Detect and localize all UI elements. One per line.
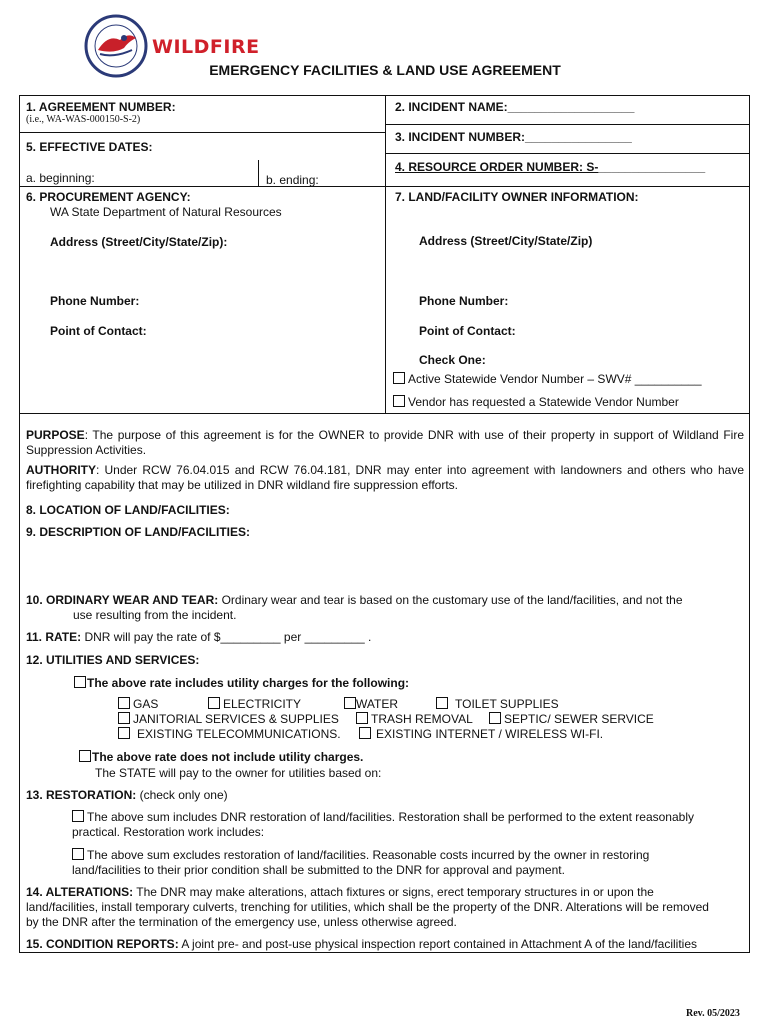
table-border-left — [19, 95, 20, 953]
util-trash-checkbox[interactable] — [356, 712, 368, 724]
authority-text: : Under RCW 76.04.015 and RCW 76.04.181, DNR may enter into agreement with landowners and others who have firefighting capability that may be utilized in DNR wildland fire suppression efforts. — [26, 463, 744, 492]
util-toilet-checkbox[interactable] — [436, 697, 448, 709]
brand-wildfire: WILDFIRE — [152, 36, 260, 58]
util-telecom-checkbox[interactable] — [118, 727, 130, 739]
utilities-included-label: The above rate includes utility charges for the following: — [87, 676, 410, 690]
table-border-bottom — [19, 952, 750, 953]
util-septic-label: SEPTIC/ SEWER SERVICE — [504, 712, 654, 726]
incident-name-field[interactable]: 2. INCIDENT NAME:___________________ — [395, 100, 635, 114]
section-11-text: DNR will pay the rate of $_________ per _________ . — [81, 630, 372, 644]
purpose-label: PURPOSE — [26, 428, 85, 442]
vendor-requested-checkbox[interactable] — [393, 395, 405, 407]
agreement-number-label: 1. AGREEMENT NUMBER: — [26, 100, 176, 114]
util-electricity-label: ELECTRICITY — [223, 697, 302, 711]
procurement-agency-label: 6. PROCUREMENT AGENCY: — [26, 190, 191, 204]
section-14-label: 14. ALTERATIONS: — [26, 885, 134, 899]
util-water[interactable] — [344, 697, 398, 711]
effective-dates-label: 5. EFFECTIVE DATES: — [26, 140, 153, 154]
section-10-wear-tear — [26, 593, 744, 623]
util-internet-checkbox[interactable] — [359, 727, 371, 739]
col-divider-main — [385, 95, 386, 413]
swv-option-label: Active Statewide Vendor Number – SWV# __________ — [408, 372, 702, 386]
row-divider-3 — [19, 413, 750, 414]
beginning-date-field[interactable]: a. beginning: — [26, 171, 95, 185]
restoration-excluded-label: The above sum excludes restoration of land/facilities. Reasonable costs incurred by the owner in restoring land/facilities to their prior condition shall be submitted to the DNR for approval and payment. — [72, 848, 650, 877]
utilities-not-included-checkbox[interactable] — [79, 750, 91, 762]
incident-number-field[interactable]: 3. INCIDENT NUMBER:________________ — [395, 130, 632, 144]
utilities-included-option[interactable] — [74, 676, 409, 690]
section-10-text: Ordinary wear and tear is based on the customary use of the land/facilities, and not the — [218, 593, 683, 607]
section-10-text-2: use resulting from the incident. — [73, 608, 237, 622]
agreement-number-example: (i.e., WA-WAS-000150-S-2) — [26, 114, 141, 125]
restoration-excluded-checkbox[interactable] — [72, 848, 84, 860]
authority-label: AUTHORITY — [26, 463, 96, 477]
phone-right-field[interactable]: Phone Number: — [419, 294, 509, 308]
poc-left-field[interactable]: Point of Contact: — [50, 324, 147, 338]
utilities-included-checkbox[interactable] — [74, 676, 86, 688]
util-toilet-label: TOILET SUPPLIES — [455, 697, 559, 711]
util-janitorial-label: JANITORIAL SERVICES & SUPPLIES — [133, 712, 339, 726]
util-toilet[interactable] — [436, 697, 559, 711]
purpose-text: : The purpose of this agreement is for the OWNER to provide DNR with use of their property in support of Wildland Fire Suppression Activities. — [26, 428, 744, 457]
section-9-description: 9. DESCRIPTION OF LAND/FACILITIES: — [26, 525, 251, 539]
util-janitorial-checkbox[interactable] — [118, 712, 130, 724]
address-left-field[interactable]: Address (Street/City/State/Zip): — [50, 235, 228, 249]
section-15-condition-reports — [26, 937, 697, 951]
util-telecom-label: EXISTING TELECOMMUNICATIONS. — [137, 727, 341, 741]
section-12-utilities: 12. UTILITIES AND SERVICES: — [26, 653, 200, 667]
row-divider-2 — [19, 186, 750, 187]
util-septic[interactable] — [489, 712, 654, 726]
check-one-label: Check One: — [419, 353, 486, 367]
util-telecom[interactable] — [118, 727, 341, 741]
section-13-restoration — [26, 788, 228, 802]
revision-date: Rev. 05/2023 — [686, 1008, 740, 1019]
owner-info-label: 7. LAND/FACILITY OWNER INFORMATION: — [395, 190, 639, 204]
swv-checkbox[interactable] — [393, 372, 405, 384]
util-gas-label: GAS — [133, 697, 159, 711]
swv-option[interactable] — [393, 372, 702, 386]
authority-paragraph — [26, 463, 744, 493]
utilities-not-included-label: The above rate does not include utility charges. — [92, 750, 364, 764]
ending-date-field[interactable]: b. ending: — [266, 173, 319, 187]
row-divider-right-1 — [385, 124, 750, 125]
section-14-text: The DNR may make alterations, attach fixtures or signs, erect temporary structures in or upon the land/facilities, install temporary culverts, trenching for utilities, which shall be the property of the DNR. Alterations will be removed by the DNR after the termination of the emergency use, unless otherwise agreed. — [26, 885, 709, 929]
util-trash[interactable] — [356, 712, 473, 726]
restoration-included-label: The above sum includes DNR restoration of land/facilities. Restoration shall be performed to the extent reasonably practical. Restoration work includes: — [72, 810, 694, 839]
section-13-text: (check only one) — [136, 788, 228, 802]
col-divider-dates — [258, 160, 259, 186]
purpose-paragraph — [26, 428, 744, 458]
util-trash-label: TRASH REMOVAL — [371, 712, 473, 726]
util-electricity[interactable] — [208, 697, 301, 711]
restoration-included-option[interactable] — [72, 810, 744, 840]
util-internet[interactable] — [359, 727, 603, 741]
resource-order-field[interactable] — [395, 160, 705, 174]
row-divider-right-2 — [385, 153, 750, 154]
util-septic-checkbox[interactable] — [489, 712, 501, 724]
row-divider-1 — [19, 132, 385, 133]
procurement-agency-value: WA State Department of Natural Resources — [50, 205, 282, 219]
util-gas[interactable] — [118, 697, 158, 711]
page-title: EMERGENCY FACILITIES & LAND USE AGREEMENT — [209, 62, 561, 78]
util-gas-checkbox[interactable] — [118, 697, 130, 709]
section-14-alterations — [26, 885, 720, 930]
section-11-label: 11. RATE: — [26, 630, 82, 644]
restoration-included-checkbox[interactable] — [72, 810, 84, 822]
vendor-requested-label: Vendor has requested a Statewide Vendor Number — [408, 395, 679, 409]
restoration-excluded-option[interactable] — [72, 848, 692, 878]
vendor-requested-option[interactable] — [393, 395, 679, 409]
resource-order-blank: ________________ — [598, 160, 706, 174]
poc-right-field[interactable]: Point of Contact: — [419, 324, 516, 338]
util-internet-label: EXISTING INTERNET / WIRELESS WI-FI. — [376, 727, 604, 741]
phone-left-field[interactable]: Phone Number: — [50, 294, 140, 308]
section-15-text: A joint pre- and post-use physical inspection report contained in Attachment A of the land/facilities — [178, 937, 698, 951]
section-8-location: 8. LOCATION OF LAND/FACILITIES: — [26, 503, 230, 517]
table-border-right — [749, 95, 750, 953]
section-10-label: 10. ORDINARY WEAR AND TEAR: — [26, 593, 219, 607]
utilities-not-included-option[interactable] — [79, 750, 363, 764]
resource-order-label: 4. RESOURCE ORDER NUMBER: S- — [395, 160, 599, 174]
util-water-label: WATER — [356, 697, 398, 711]
section-15-label: 15. CONDITION REPORTS: — [26, 937, 179, 951]
util-janitorial[interactable] — [118, 712, 339, 726]
address-right-field[interactable]: Address (Street/City/State/Zip) — [419, 234, 593, 248]
state-pay-utilities: The STATE will pay to the owner for utilities based on: — [95, 766, 382, 780]
util-electricity-checkbox[interactable] — [208, 697, 220, 709]
util-water-checkbox[interactable] — [344, 697, 356, 709]
section-13-label: 13. RESTORATION: — [26, 788, 137, 802]
section-11-rate — [26, 630, 371, 644]
